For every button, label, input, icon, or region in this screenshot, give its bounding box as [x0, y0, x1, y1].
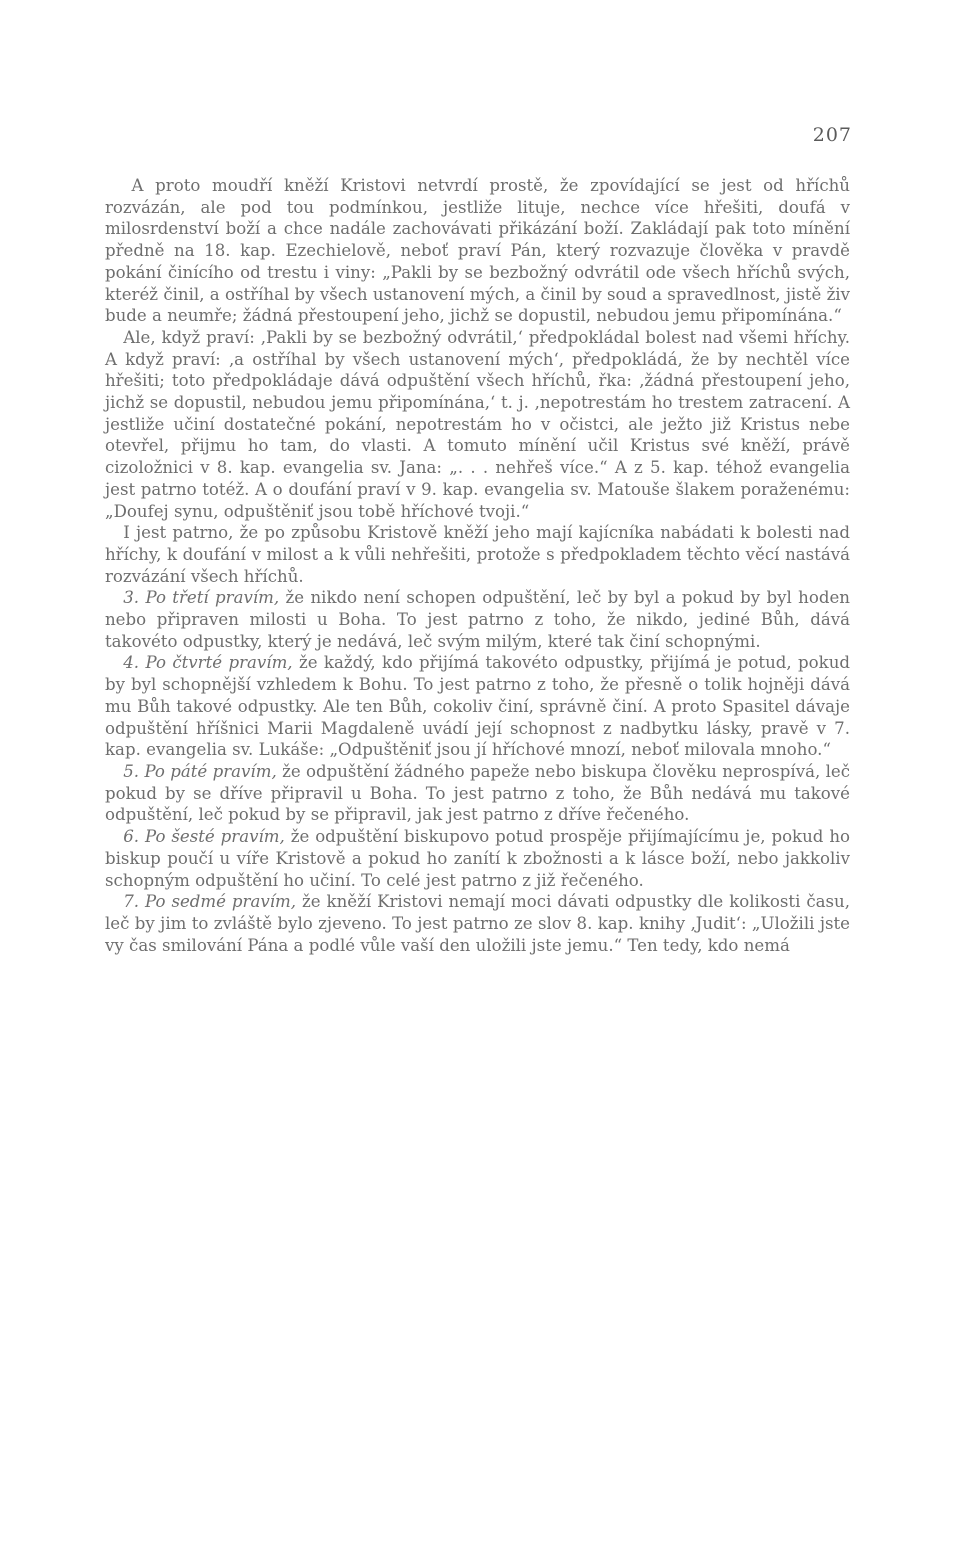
paragraph: I jest patrno, že po způsobu Kristově kněží jeho mají kajícníka nabádati k bolesti nad hříchy, k doufání v milost a k vůli nehřešiti, protože s předpokladem těchto věcí nastává rozvázání všech hříchů. [105, 523, 850, 586]
numbered-point [105, 891, 850, 956]
numbered-point [105, 761, 850, 826]
point-number: 7. [123, 892, 140, 912]
point-text: že nikdo není schopen odpuštění, leč by byl a pokud by byl hoden nebo připraven milosti u Boha. To jest patrno z toho, že nikdo, jediné Bůh, dává takovéto odpustky, který je nedává, leč svým milým, které tak činí schopnými. [105, 588, 850, 651]
point-text: že odpuštění žádného papeže nebo biskupa člověku neprospívá, leč pokud by se dříve připravil u Boha. To jest patrno z toho, že Bůh nedává mu takové odpuštění, leč pokud by se připravil, jak jest patrno z dříve řečeného. [105, 761, 850, 825]
numbered-point [105, 587, 850, 652]
point-heading: Po šesté pravím, [145, 827, 285, 847]
point-heading: Po páté pravím, [144, 761, 277, 781]
text-column [105, 175, 850, 956]
point-number: 6. [123, 827, 140, 847]
point-heading: Po sedmé pravím, [145, 892, 297, 912]
paragraph: A proto moudří kněží Kristovi netvrdí prostě, že zpovídající se jest od hříchů rozvázán, ale pod tou podmínkou, jestliže lituje, nechce více hřešiti, doufá v milosrdenství boží a chce nadále zachovávati přikázání boží. Zakládají pak toto mínění předně na 18. kap. Ezechielově, neboť praví Pán, který rozvazuje člověka v pravdě pokání činícího od trestu i viny: „Pakli by se bezbožný odvrátil ode všech hříchů svých, kteréž činil, a ostříhal by všech ustanovení mých, a činil by soud a spravedlnost, jistě živ bude a neumře; žádná přestoupení jeho, jichž se dopustil, nebudou jemu připomínána.“ [105, 176, 850, 326]
point-number: 3. [123, 588, 140, 608]
point-heading: Po čtvrté pravím, [145, 653, 293, 673]
paragraph: Ale, když praví: ‚Pakli by se bezbožný odvrátil,‘ předpokládal bolest nad všemi hříchy. A když praví: ‚a ostříhal by všech ustanovení mých‘, předpokládá, že by nechtěl více hřešiti; toto předpokládaje dává odpuštění všech hříchů, řka: ‚žádná přestoupení jeho, jichž se dopustil, nebudou jemu připomínána,‘ t. j. ‚nepotrestám ho trestem zatracení. A jestliže učiní dostatečné pokání, nepotrestám ho v očistci, ale ježto již Kristus nebe otevřel, přijmu ho tam, do vlasti. A tomuto mínění učil Kristus své kněží, právě cizoložnici v 8. kap. evangelia sv. Jana: „. . . nehřeš více.“ A z 5. kap. téhož evangelia jest patrno totéž. A o doufání praví v 9. kap. evangelia sv. Matouše šlakem poraženému: „Doufej synu, odpuštěniť jsou tobě hříchové tvoji.“ [105, 327, 850, 521]
point-text: že každý, kdo přijímá takovéto odpustky, přijímá je potud, pokud by byl schopnější vzhledem k Bohu. To jest patrno z toho, že přesně o tolik hojněji dává mu Bůh takové odpustky. Ale ten Bůh, cokoliv činí, správně činí. A proto Spasitel dávaje odpuštění hříšnici Marii Magdaleně uvádí její schopnost z nadbytku lásky, pravě v 7. kap. evangelia sv. Lukáše: „Odpuštěniť jsou jí hříchové mnozí, neboť milovala mnoho.“ [105, 653, 851, 760]
point-number: 4. [123, 653, 140, 673]
numbered-point [105, 826, 850, 891]
point-number: 5. [123, 761, 140, 781]
page-number: 207 [812, 124, 852, 146]
numbered-point [105, 652, 850, 761]
point-heading: Po třetí pravím, [145, 588, 280, 608]
point-text: že kněží Kristovi nemají moci dávati odpustky dle kolikosti času, leč by jim to zvláště bylo zjeveno. To jest patrno ze slov 8. kap. knihy ‚Judit‘: „Uložili jste vy čas smilování Pána a podlé vůle vaší den uložili jste jemu.“ Ten tedy, kdo nemá [105, 892, 851, 955]
point-text: že odpuštění biskupovo potud prospěje přijímajícímu je, pokud ho biskup poučí u víře Kristově a pokud ho zanítí k zbožnosti a k lásce boží, nebo jakkoliv schopným odpuštění ho učiní. To celé jest patrno z již řečeného. [105, 827, 851, 890]
